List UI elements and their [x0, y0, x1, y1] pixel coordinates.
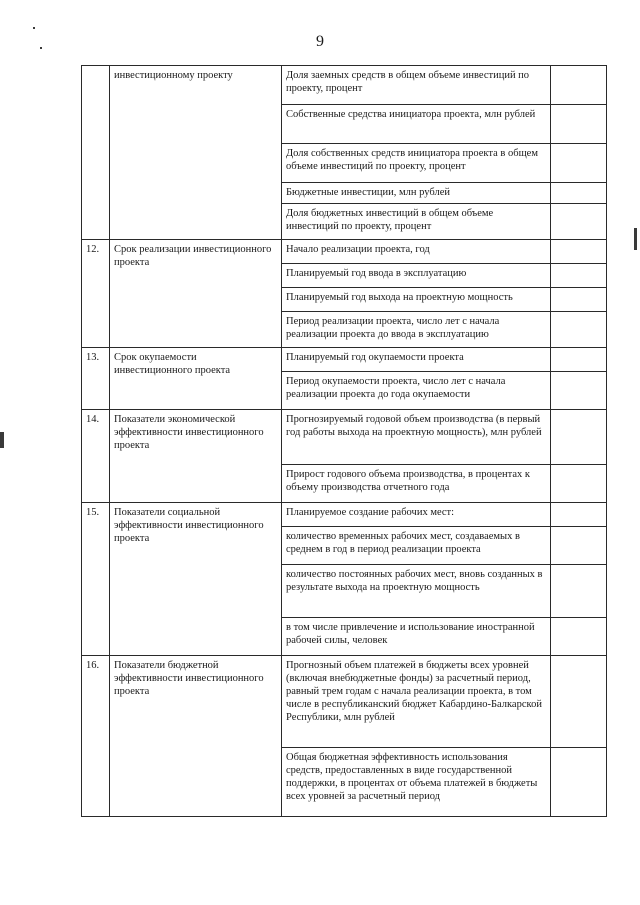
value-cell[interactable]: [551, 410, 607, 465]
value-cell[interactable]: [551, 656, 607, 748]
section-name-cell: Срок окупаемости инвестиционного проекта: [110, 348, 282, 410]
indicators-table: [81, 65, 607, 817]
row-number-cell: 14.: [82, 410, 110, 503]
value-cell[interactable]: [551, 618, 607, 656]
indicator-cell: в том числе привлечение и использование иностранной рабочей силы, человек: [282, 618, 551, 656]
section-name-cell: Показатели социальной эффективности инвестиционного проекта: [110, 503, 282, 656]
indicator-cell: Период реализации проекта, число лет с начала реализации проекта до ввода в эксплуатацию: [282, 312, 551, 348]
indicator-cell: Бюджетные инвестиции, млн рублей: [282, 183, 551, 204]
value-cell[interactable]: [551, 312, 607, 348]
value-cell[interactable]: [551, 527, 607, 565]
table-row: [82, 348, 607, 372]
table-row: [82, 410, 607, 465]
indicator-cell: Планируемое создание рабочих мест:: [282, 503, 551, 527]
value-cell[interactable]: [551, 264, 607, 288]
scan-mark: [0, 432, 4, 448]
value-cell[interactable]: [551, 240, 607, 264]
indicator-cell: Доля собственных средств инициатора проекта в общем объеме инвестиций по проекту, процент: [282, 144, 551, 183]
indicator-cell: Прирост годового объема производства, в процентах к объему производства отчетного года: [282, 465, 551, 503]
row-number-cell: 13.: [82, 348, 110, 410]
value-cell[interactable]: [551, 503, 607, 527]
section-name-cell: Показатели экономической эффективности инвестиционного проекта: [110, 410, 282, 503]
value-cell[interactable]: [551, 348, 607, 372]
row-number-cell: 15.: [82, 503, 110, 656]
table-row: [82, 66, 607, 105]
indicator-cell: Начало реализации проекта, год: [282, 240, 551, 264]
indicator-cell: Общая бюджетная эффективность использования средств, предоставленных в виде государственной поддержки, в процентах от объема платежей в бюджеты всех уровней за расчетный период: [282, 748, 551, 817]
value-cell[interactable]: [551, 144, 607, 183]
row-number-cell: 16.: [82, 656, 110, 817]
indicator-cell: Собственные средства инициатора проекта, млн рублей: [282, 105, 551, 144]
value-cell[interactable]: [551, 288, 607, 312]
indicator-cell: Период окупаемости проекта, число лет с начала реализации проекта до года окупаемости: [282, 372, 551, 410]
scan-mark: [33, 27, 35, 29]
value-cell[interactable]: [551, 465, 607, 503]
indicator-cell: Доля заемных средств в общем объеме инвестиций по проекту, процент: [282, 66, 551, 105]
table-row: [82, 240, 607, 264]
value-cell[interactable]: [551, 105, 607, 144]
table-body: [82, 66, 607, 817]
indicator-cell: количество временных рабочих мест, создаваемых в среднем в год в период реализации проекта: [282, 527, 551, 565]
indicator-cell: количество постоянных рабочих мест, вновь созданных в результате выхода на проектную мощность: [282, 565, 551, 618]
table-row: [82, 656, 607, 748]
value-cell[interactable]: [551, 183, 607, 204]
value-cell[interactable]: [551, 372, 607, 410]
indicator-cell: Планируемый год окупаемости проекта: [282, 348, 551, 372]
value-cell[interactable]: [551, 748, 607, 817]
indicator-cell: Планируемый год ввода в эксплуатацию: [282, 264, 551, 288]
scan-mark: [40, 47, 42, 49]
page-number: 9: [316, 33, 324, 50]
section-name-cell: Срок реализации инвестиционного проекта: [110, 240, 282, 348]
indicator-cell: Прогнозируемый годовой объем производства (в первый год работы выхода на проектную мощность), млн рублей: [282, 410, 551, 465]
indicator-cell: Планируемый год выхода на проектную мощность: [282, 288, 551, 312]
indicator-cell: Доля бюджетных инвестиций в общем объеме инвестиций по проекту, процент: [282, 204, 551, 240]
value-cell[interactable]: [551, 565, 607, 618]
value-cell[interactable]: [551, 66, 607, 105]
section-name-cell: инвестиционному проекту: [110, 66, 282, 240]
table-row: [82, 503, 607, 527]
value-cell[interactable]: [551, 204, 607, 240]
row-number-cell: [82, 66, 110, 240]
indicator-cell: Прогнозный объем платежей в бюджеты всех уровней (включая внебюджетные фонды) за расчетный период, равный трем годам с начала реализации проекта, в том числе в республиканский бюджет Кабардино-Балкарской Республики, млн рублей: [282, 656, 551, 748]
section-name-cell: Показатели бюджетной эффективности инвестиционного проекта: [110, 656, 282, 817]
row-number-cell: 12.: [82, 240, 110, 348]
scan-mark: [634, 228, 637, 250]
